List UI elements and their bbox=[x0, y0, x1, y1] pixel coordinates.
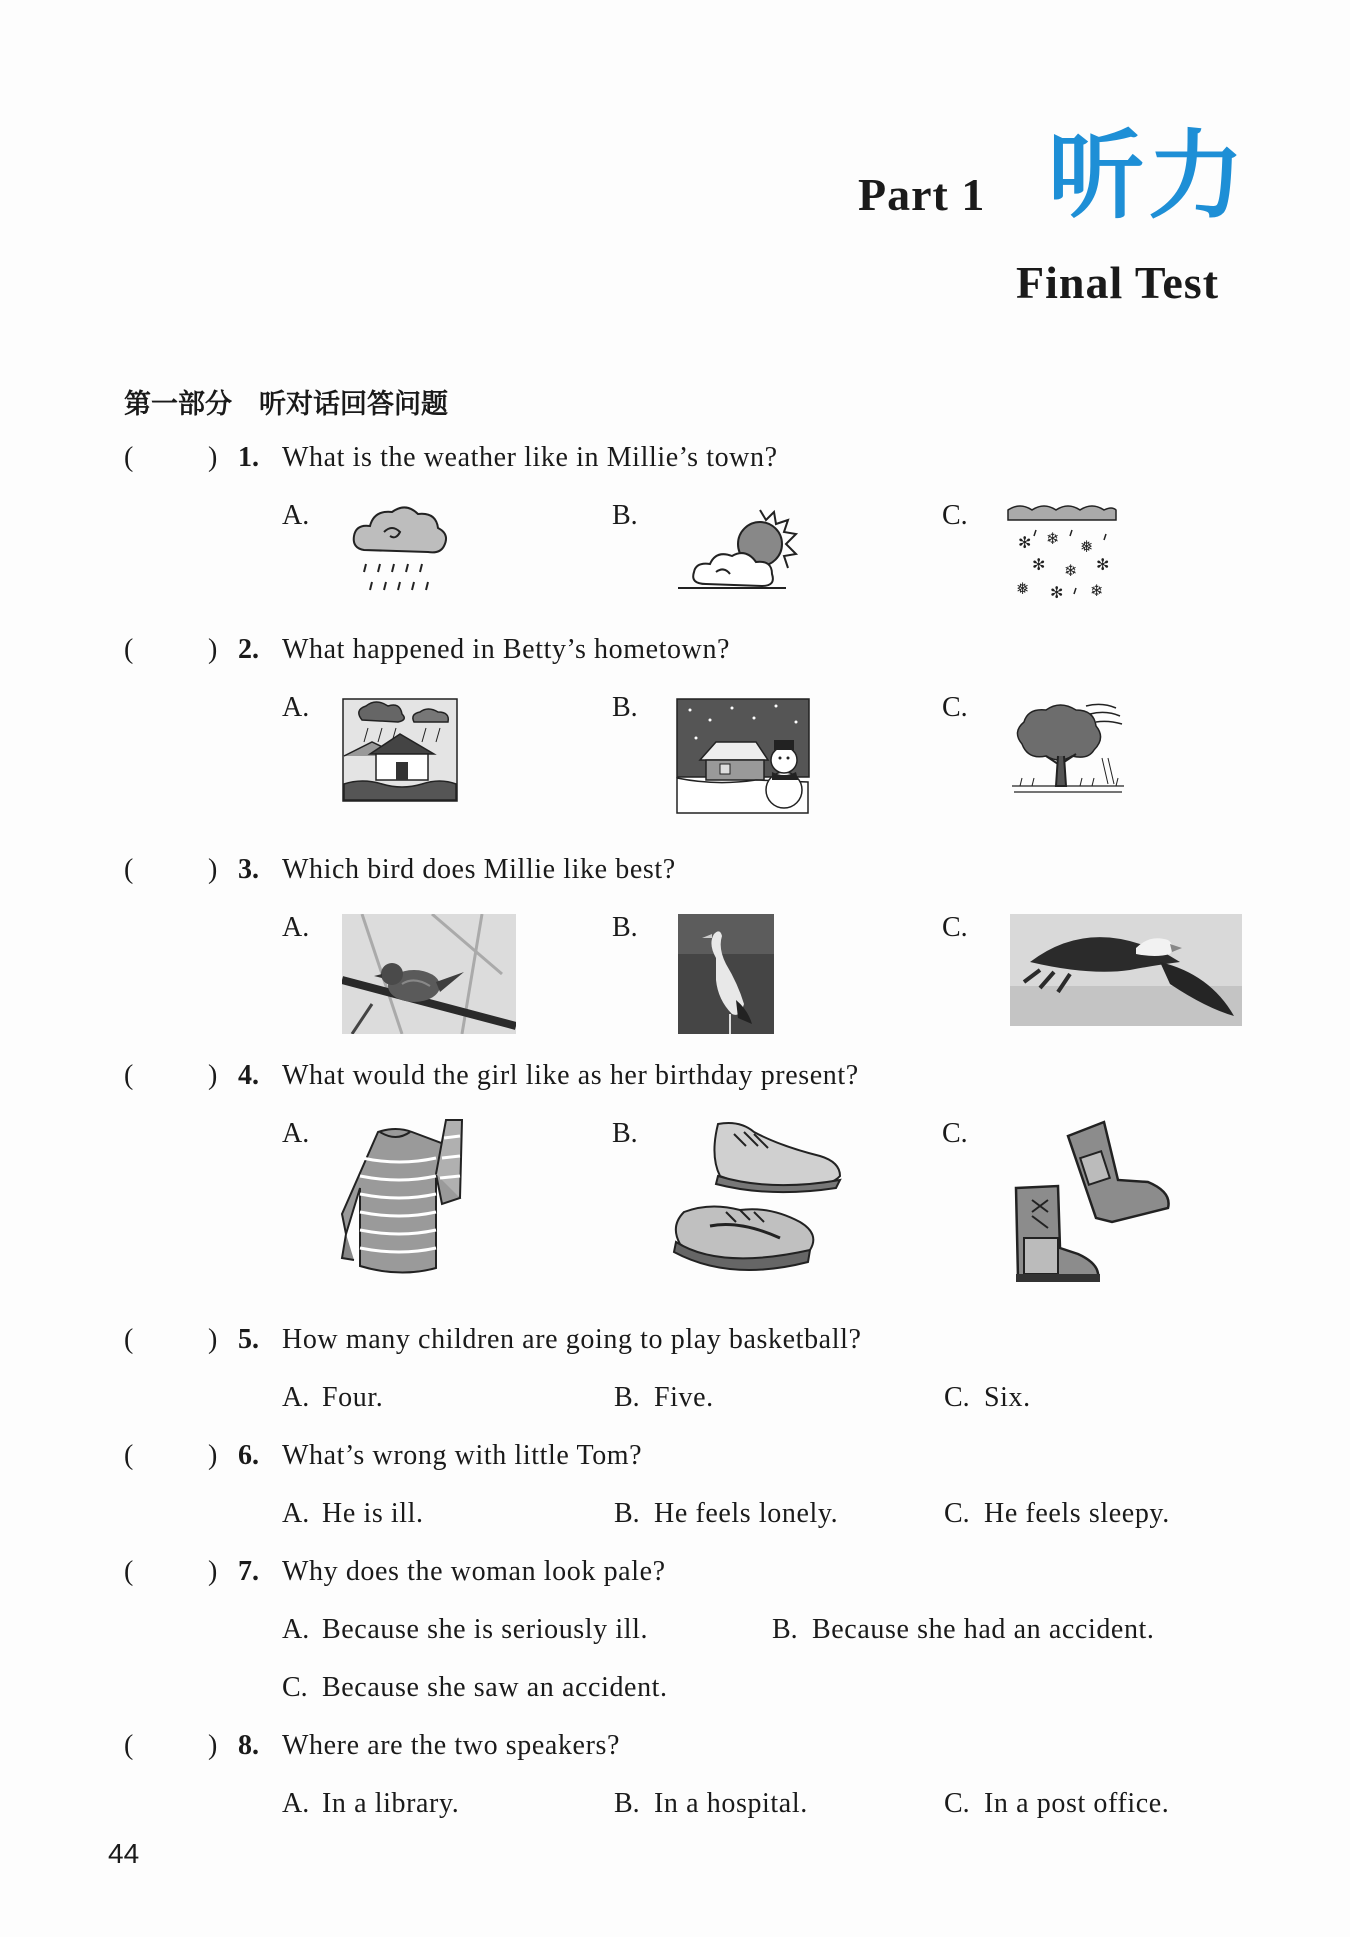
answer-paren-close: ) bbox=[208, 1060, 218, 1091]
question-text: Why does the woman look pale? bbox=[282, 1556, 666, 1587]
option-letter-c: C. bbox=[944, 1788, 970, 1819]
answer-paren-open[interactable]: ( bbox=[124, 634, 134, 665]
option-letter-a: A. bbox=[282, 1788, 310, 1819]
question-number: 2. bbox=[238, 634, 259, 665]
option-a-text[interactable]: He is ill. bbox=[322, 1498, 424, 1529]
svg-text:❅: ❅ bbox=[1080, 537, 1094, 556]
answer-paren-open[interactable]: ( bbox=[124, 1556, 134, 1587]
question-number: 5. bbox=[238, 1324, 259, 1355]
question-6 bbox=[0, 1440, 1350, 1480]
option-letter-a: A. bbox=[282, 1382, 310, 1413]
eagle-photo-icon[interactable] bbox=[1010, 914, 1242, 1026]
svg-text:✻: ✻ bbox=[1096, 555, 1110, 574]
svg-text:❄: ❄ bbox=[1090, 581, 1104, 600]
option-letter-b: B. bbox=[772, 1614, 798, 1645]
answer-paren-close: ) bbox=[208, 442, 218, 473]
sweater-icon[interactable] bbox=[340, 1118, 480, 1298]
question-3 bbox=[0, 854, 1350, 894]
section-title: 第一部分 听对话回答问题 bbox=[124, 389, 448, 420]
option-b-text[interactable]: Five. bbox=[654, 1382, 714, 1413]
svg-text:❄: ❄ bbox=[1064, 561, 1078, 580]
answer-paren-open[interactable]: ( bbox=[124, 1730, 134, 1761]
answer-paren-close: ) bbox=[208, 854, 218, 885]
snow-icon[interactable] bbox=[1006, 500, 1118, 602]
sparrow-photo-icon[interactable] bbox=[342, 914, 516, 1034]
answer-paren-open[interactable]: ( bbox=[124, 1324, 134, 1355]
option-letter-a: A. bbox=[282, 692, 310, 723]
answer-paren-close: ) bbox=[208, 1324, 218, 1355]
question-number: 6. bbox=[238, 1440, 259, 1471]
question-text: What’s wrong with little Tom? bbox=[282, 1440, 643, 1471]
option-letter-c: C. bbox=[944, 1498, 970, 1529]
rain-cloud-icon[interactable] bbox=[344, 498, 454, 608]
option-letter-b: B. bbox=[612, 500, 638, 531]
option-letter-c: C. bbox=[942, 1118, 968, 1149]
test-title: Final Test bbox=[1016, 257, 1220, 308]
question-text: Where are the two speakers? bbox=[282, 1730, 621, 1761]
option-letter-b: B. bbox=[614, 1498, 640, 1529]
question-text: What would the girl like as her birthday present? bbox=[282, 1060, 859, 1091]
option-letter-b: B. bbox=[612, 692, 638, 723]
option-letter-b: B. bbox=[612, 912, 638, 943]
question-5 bbox=[0, 1324, 1350, 1364]
answer-paren-close: ) bbox=[208, 634, 218, 665]
option-c-text[interactable]: Six. bbox=[984, 1382, 1031, 1413]
boots-icon[interactable] bbox=[1008, 1118, 1182, 1294]
option-letter-a: A. bbox=[282, 1614, 310, 1645]
part-label: Part 1 bbox=[858, 169, 986, 220]
question-1 bbox=[0, 442, 1350, 482]
svg-text:✻: ✻ bbox=[1050, 583, 1064, 602]
option-letter-a: A. bbox=[282, 500, 310, 531]
option-b-text[interactable]: Because she had an accident. bbox=[812, 1614, 1155, 1645]
question-number: 3. bbox=[238, 854, 259, 885]
option-letter-a: A. bbox=[282, 1118, 310, 1149]
snowman-icon[interactable] bbox=[676, 698, 810, 814]
option-a-text[interactable]: Four. bbox=[322, 1382, 384, 1413]
option-b-text[interactable]: He feels lonely. bbox=[654, 1498, 839, 1529]
option-letter-c: C. bbox=[942, 912, 968, 943]
answer-paren-close: ) bbox=[208, 1556, 218, 1587]
option-letter-a: A. bbox=[282, 912, 310, 943]
question-2 bbox=[0, 634, 1350, 674]
option-letter-c: C. bbox=[942, 692, 968, 723]
svg-text:✻: ✻ bbox=[1018, 533, 1032, 552]
option-letter-c: C. bbox=[942, 500, 968, 531]
answer-paren-open[interactable]: ( bbox=[124, 854, 134, 885]
answer-paren-close: ) bbox=[208, 1440, 218, 1471]
chinese-title: 听力 bbox=[1048, 120, 1248, 232]
svg-text:❄: ❄ bbox=[1046, 529, 1060, 548]
option-c-text[interactable]: He feels sleepy. bbox=[984, 1498, 1170, 1529]
sneakers-icon[interactable] bbox=[670, 1116, 848, 1282]
answer-paren-open[interactable]: ( bbox=[124, 1060, 134, 1091]
option-letter-c: C. bbox=[282, 1672, 308, 1703]
option-a-text[interactable]: In a library. bbox=[322, 1788, 460, 1819]
question-text: How many children are going to play basketball? bbox=[282, 1324, 862, 1355]
question-number: 8. bbox=[238, 1730, 259, 1761]
question-number: 1. bbox=[238, 442, 259, 473]
option-c-text[interactable]: In a post office. bbox=[984, 1788, 1170, 1819]
svg-text:✻: ✻ bbox=[1032, 555, 1046, 574]
question-text: Which bird does Millie like best? bbox=[282, 854, 676, 885]
answer-paren-close: ) bbox=[208, 1730, 218, 1761]
question-7 bbox=[0, 1556, 1350, 1596]
option-c-text[interactable]: Because she saw an accident. bbox=[322, 1672, 668, 1703]
option-b-text[interactable]: In a hospital. bbox=[654, 1788, 808, 1819]
svg-text:❅: ❅ bbox=[1016, 579, 1030, 598]
option-letter-c: C. bbox=[944, 1382, 970, 1413]
windy-tree-icon[interactable] bbox=[1010, 698, 1126, 798]
option-letter-a: A. bbox=[282, 1498, 310, 1529]
question-text: What happened in Betty’s hometown? bbox=[282, 634, 731, 665]
option-letter-b: B. bbox=[614, 1788, 640, 1819]
question-8 bbox=[0, 1730, 1350, 1770]
question-number: 7. bbox=[238, 1556, 259, 1587]
page-number: 44 bbox=[108, 1838, 140, 1869]
question-4 bbox=[0, 1060, 1350, 1100]
option-letter-b: B. bbox=[612, 1118, 638, 1149]
question-number: 4. bbox=[238, 1060, 259, 1091]
answer-paren-open[interactable]: ( bbox=[124, 442, 134, 473]
crane-photo-icon[interactable] bbox=[678, 914, 774, 1034]
answer-paren-open[interactable]: ( bbox=[124, 1440, 134, 1471]
sun-cloud-icon[interactable] bbox=[676, 500, 806, 600]
flood-house-icon[interactable] bbox=[342, 698, 458, 802]
question-text: What is the weather like in Millie’s town? bbox=[282, 442, 778, 473]
option-a-text[interactable]: Because she is seriously ill. bbox=[322, 1614, 649, 1645]
option-letter-b: B. bbox=[614, 1382, 640, 1413]
